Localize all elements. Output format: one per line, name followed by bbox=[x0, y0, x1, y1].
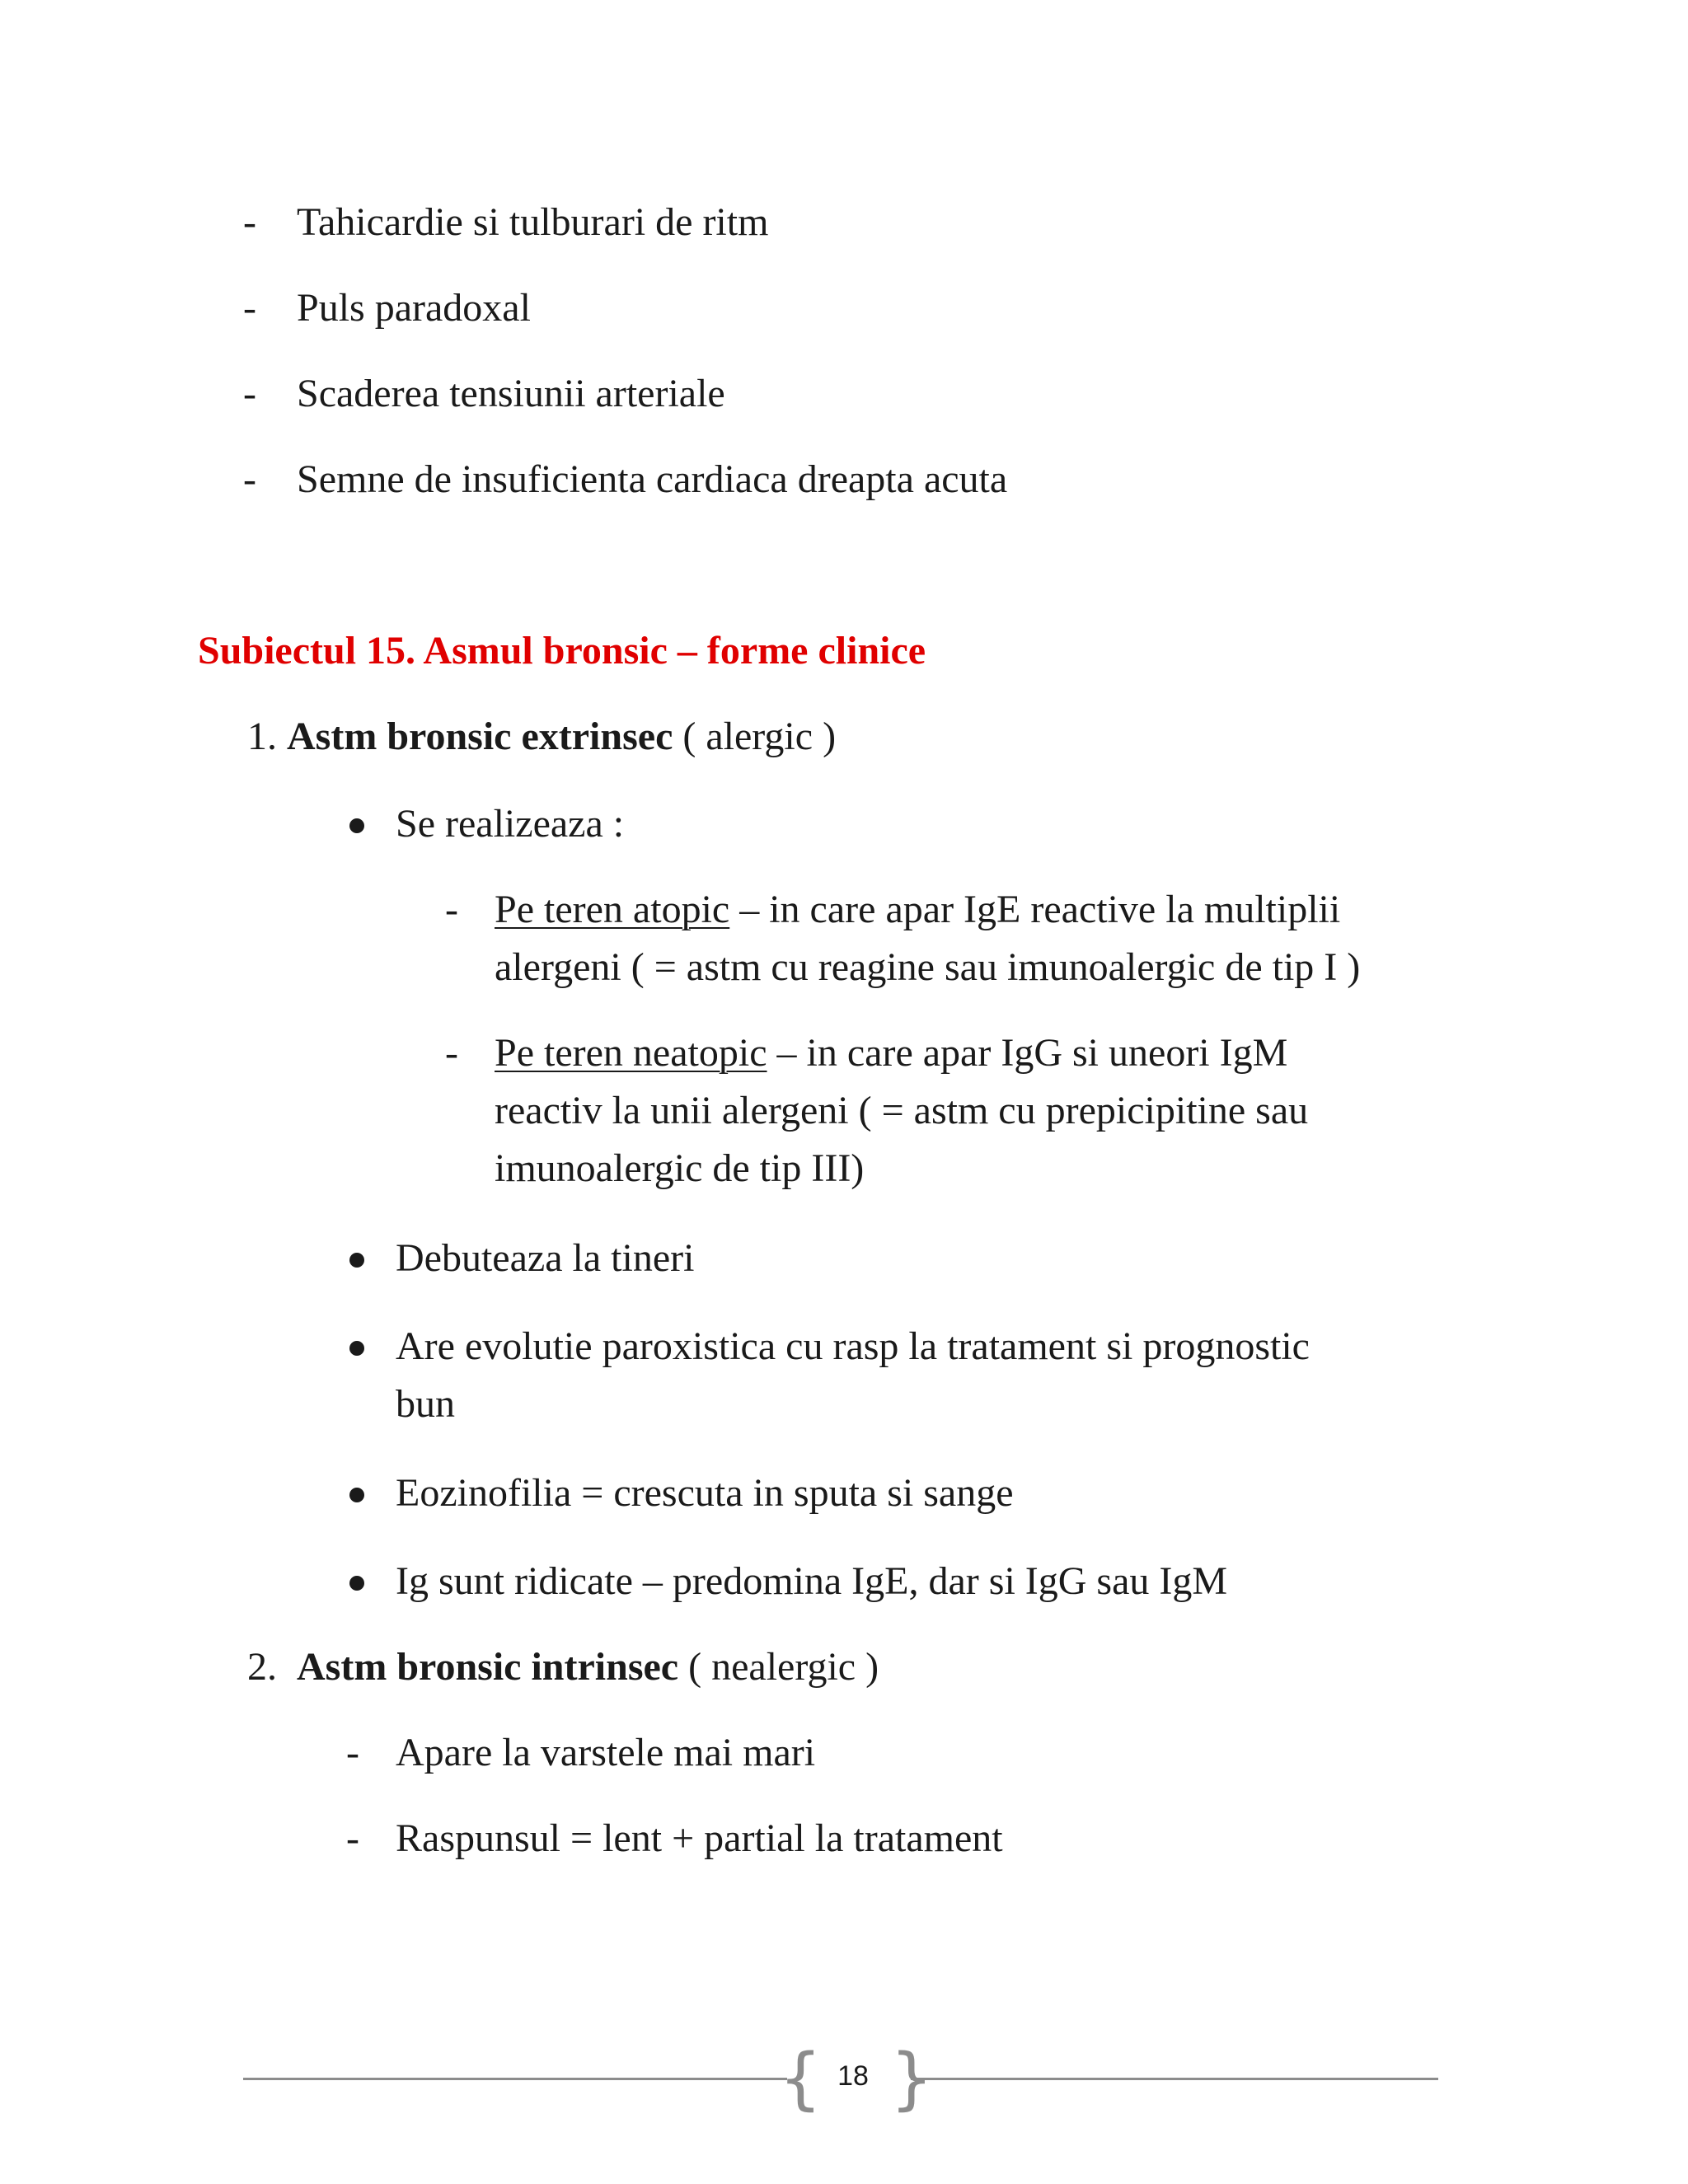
sub-item-neatopic bbox=[495, 1029, 1287, 1078]
dash-marker: - bbox=[243, 457, 256, 501]
list-item: Scaderea tensiunii arteriale bbox=[297, 372, 725, 415]
bullet-text: Debuteaza la tineri bbox=[396, 1236, 695, 1280]
item-2-heading bbox=[247, 1643, 879, 1692]
item-paren: ( alergic ) bbox=[673, 715, 837, 758]
footer-rule-left bbox=[243, 2078, 787, 2080]
sub-item-atopic bbox=[495, 885, 1340, 935]
sub-item-rest: – in care apar IgG si uneori IgM bbox=[767, 1031, 1288, 1075]
dash-marker: - bbox=[243, 372, 256, 415]
dash-marker: - bbox=[346, 1731, 359, 1774]
bullet-text: Ig sunt ridicate – predomina IgE, dar si IgG sau IgM bbox=[396, 1559, 1228, 1603]
footer-rule-right bbox=[911, 2078, 1438, 2080]
bullet-text: Are evolutie paroxistica cu rasp la tratament si prognostic bbox=[396, 1324, 1310, 1368]
bullet-icon bbox=[349, 1488, 364, 1502]
item-title: Astm bronsic extrinsec bbox=[287, 715, 673, 758]
bullet-icon bbox=[349, 1253, 364, 1268]
item-number: 1. bbox=[247, 715, 277, 758]
sub-item-term: Pe teren neatopic bbox=[495, 1031, 767, 1075]
bullet-icon bbox=[349, 1341, 364, 1356]
item-title: Astm bronsic intrinsec bbox=[297, 1645, 679, 1689]
footer-brace-right: } bbox=[890, 2040, 934, 2118]
item-number: 2. bbox=[247, 1645, 277, 1689]
bullet-text: Se realizeaza : bbox=[396, 802, 625, 846]
sub-item-line: imunoalergic de tip III) bbox=[495, 1146, 865, 1190]
item-1-heading bbox=[247, 712, 836, 762]
bullet-text: Eozinofilia = crescuta in sputa si sange bbox=[396, 1471, 1014, 1515]
dash-marker: - bbox=[445, 1031, 458, 1075]
page-number: 18 bbox=[837, 2060, 869, 2092]
dash-text: Apare la varstele mai mari bbox=[396, 1731, 816, 1774]
dash-marker: - bbox=[346, 1816, 359, 1860]
dash-text: Raspunsul = lent + partial la tratament bbox=[396, 1816, 1003, 1860]
footer-brace-left: { bbox=[779, 2040, 823, 2118]
sub-item-term: Pe teren atopic bbox=[495, 888, 730, 931]
sub-item-line: alergeni ( = astm cu reagine sau imunoalergic de tip I ) bbox=[495, 945, 1361, 989]
dash-marker: - bbox=[445, 888, 458, 931]
sub-item-rest: – in care apar IgE reactive la multiplii bbox=[729, 888, 1341, 931]
dash-marker: - bbox=[243, 286, 256, 330]
bullet-icon bbox=[349, 818, 364, 833]
sub-item-line: reactiv la unii alergeni ( = astm cu prepicipitine sau bbox=[495, 1089, 1309, 1132]
bullet-icon bbox=[349, 1576, 364, 1591]
list-item: Tahicardie si tulburari de ritm bbox=[297, 200, 769, 244]
list-item: Puls paradoxal bbox=[297, 286, 531, 330]
bullet-text: bun bbox=[396, 1382, 455, 1426]
dash-marker: - bbox=[243, 200, 256, 244]
item-paren: ( nealergic ) bbox=[678, 1645, 879, 1689]
section-heading: Subiectul 15. Asmul bronsic – forme clinice bbox=[198, 629, 926, 673]
list-item: Semne de insuficienta cardiaca dreapta acuta bbox=[297, 457, 1008, 501]
